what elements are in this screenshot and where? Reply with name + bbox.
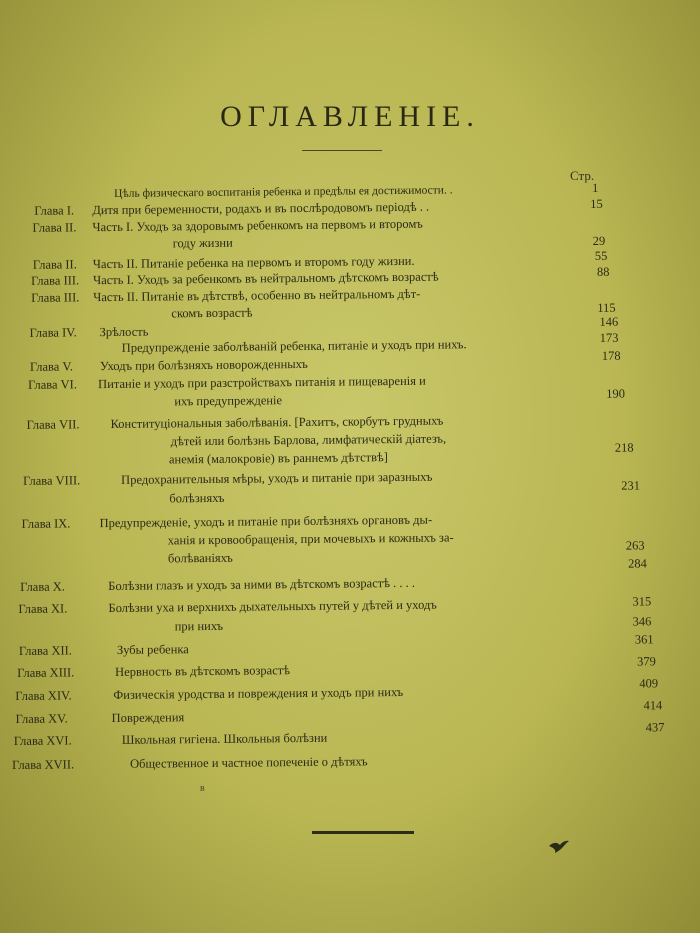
toc-entry-text: Нервность въ дѣтскомъ возрастѣ <box>115 663 291 679</box>
toc-entry-text: Дитя при беременности, родахъ и въ послѣродовомъ періодѣ . . <box>92 199 430 218</box>
toc-chapter-label: Глава V. <box>29 359 74 374</box>
toc-entry-text: Цѣль физическаго воспитанія ребенка и предѣлы ея достижимости. . <box>114 184 453 200</box>
toc-page-number: 315 <box>632 594 652 609</box>
toc-chapter-label: Глава VII. <box>26 417 80 432</box>
toc-chapter-label: Глава XIV. <box>15 688 72 704</box>
toc-entry-text: Конституціональныя заболѣванія. [Рахитъ, скорбутъ грудныхъ <box>110 413 444 431</box>
toc-entry-text: Предупрежденіе заболѣваній ребенка, питаніе и уходъ при нихъ. <box>121 337 467 355</box>
title-underline <box>302 150 382 151</box>
toc-chapter-label: Глава XI. <box>18 601 68 616</box>
toc-entry-text: Болѣзни глазъ и уходъ за ними въ дѣтскомъ возрастѣ . . . . <box>108 575 416 594</box>
toc-entry-text: Предупрежденіе, уходъ и питаніе при болѣзняхъ органовъ ды- <box>99 512 433 531</box>
toc-chapter-label: Глава XVI. <box>13 733 72 749</box>
toc-chapter-label: Глава VI. <box>28 377 78 392</box>
toc-entry-text: Общественное и частное попеченіе о дѣтяхъ <box>130 754 368 771</box>
toc-entry-text-continued: при нихъ <box>174 618 224 634</box>
toc-page-number: 1 <box>592 180 599 195</box>
toc-page-number: 218 <box>614 440 634 455</box>
toc-page-number: 437 <box>645 720 665 735</box>
toc-page-number: 231 <box>621 478 641 493</box>
toc-chapter-label: Глава XII. <box>18 643 72 658</box>
toc-entry-text: Предохранительныя мѣры, уходъ и питаніе при заразныхъ <box>121 469 433 487</box>
toc-entry-text: Уходъ при болѣзняхъ новорожденныхъ <box>99 356 308 374</box>
toc-entry-text: Зубы ребенка <box>116 642 189 657</box>
toc-page-number: 55 <box>594 248 608 263</box>
toc-chapter-label: Глава XV. <box>15 711 68 727</box>
toc-entry-text: Зрѣлость <box>99 324 149 340</box>
toc-entry-text-continued: ихъ предупрежденіе <box>174 393 283 409</box>
toc-entry-text-continued: скомъ возрастѣ <box>171 305 253 321</box>
small-print-mark: ʙ <box>200 783 205 794</box>
toc-chapter-label: Глава III. <box>31 290 80 305</box>
toc-entry-text-continued: анемія (малокровіе) въ раннемъ дѣтствѣ] <box>168 450 388 467</box>
toc-entry-text-continued: болѣваніяхъ <box>167 550 233 566</box>
toc-page-number: 29 <box>592 233 606 248</box>
toc-entry-text: Часть I. Уходъ за ребенкомъ въ нейтральномъ дѣтскомъ возрастѣ <box>92 269 439 288</box>
toc-entry-text: Физическія уродства и повреждения и уходъ при нихъ <box>113 684 404 702</box>
toc-entry-text: Болѣзни уха и верхнихъ дыхательныхъ путей у дѣтей и уходъ <box>108 597 437 616</box>
toc-chapter-label: Глава X. <box>20 579 65 594</box>
toc-entry-text-continued: ханія и кровообращенія, при мочевыхъ и кожныхъ за- <box>167 530 454 548</box>
toc-chapter-label: Глава IV. <box>29 325 77 340</box>
page-column-label: Стр. <box>570 168 595 183</box>
toc-entry-text: Повреждения <box>111 710 185 726</box>
toc-chapter-label: Глава IX. <box>21 516 71 531</box>
toc-entry-text: Питаніе и уходъ при разстройствахъ питанія и пищеваренія и <box>98 373 426 392</box>
toc-page-number: 263 <box>625 538 645 553</box>
toc-page-number: 146 <box>599 314 619 329</box>
toc-entry-text: Часть II. Питаніе въ дѣтствѣ, особенно въ нейтральномъ дѣт- <box>93 286 421 305</box>
toc-chapter-label: Глава VIII. <box>23 473 81 488</box>
toc-page-number: 346 <box>632 614 652 629</box>
toc-page-number: 190 <box>606 386 626 401</box>
toc-page-number: 173 <box>599 330 619 345</box>
toc-chapter-label: Глава XVII. <box>12 757 75 773</box>
toc-entry-text-continued: болѣзняхъ <box>169 490 225 506</box>
toc-chapter-label: Глава II. <box>32 257 77 272</box>
toc-page-number: 115 <box>597 300 616 315</box>
toc-entry-text-continued: дѣтей или болѣзнь Барлова, лимфатическій діатезъ, <box>170 431 447 449</box>
closing-rule <box>312 831 414 834</box>
toc-chapter-label: Глава III. <box>30 273 80 288</box>
table-of-contents <box>0 176 700 783</box>
toc-entry-text: Часть I. Уходъ за здоровымъ ребенкомъ на первомъ и второмъ <box>92 216 423 235</box>
ornament-icon <box>548 838 570 854</box>
toc-page-number: 409 <box>639 676 659 691</box>
toc-page-number: 361 <box>634 632 654 647</box>
toc-page-number: 178 <box>601 348 621 363</box>
toc-chapter-label: Глава XIII. <box>17 665 75 680</box>
toc-entry-text: Школьная гигіена. Школьныя болѣзни <box>121 730 328 747</box>
toc-chapter-label: Глава II. <box>32 220 77 235</box>
toc-entry-text: Часть II. Питаніе ребенка на первомъ и второмъ году жизни. <box>92 253 415 272</box>
toc-chapter-label: Глава I. <box>34 203 75 218</box>
page-title: ОГЛАВЛЕНIЕ. <box>220 100 480 133</box>
toc-entry-text-continued: году жизни <box>172 235 233 251</box>
toc-page-number: 284 <box>627 556 647 571</box>
toc-page-number: 414 <box>643 698 663 713</box>
toc-page-number: 15 <box>590 196 603 211</box>
toc-page-number: 88 <box>596 264 610 279</box>
toc-page-number: 379 <box>636 654 656 669</box>
